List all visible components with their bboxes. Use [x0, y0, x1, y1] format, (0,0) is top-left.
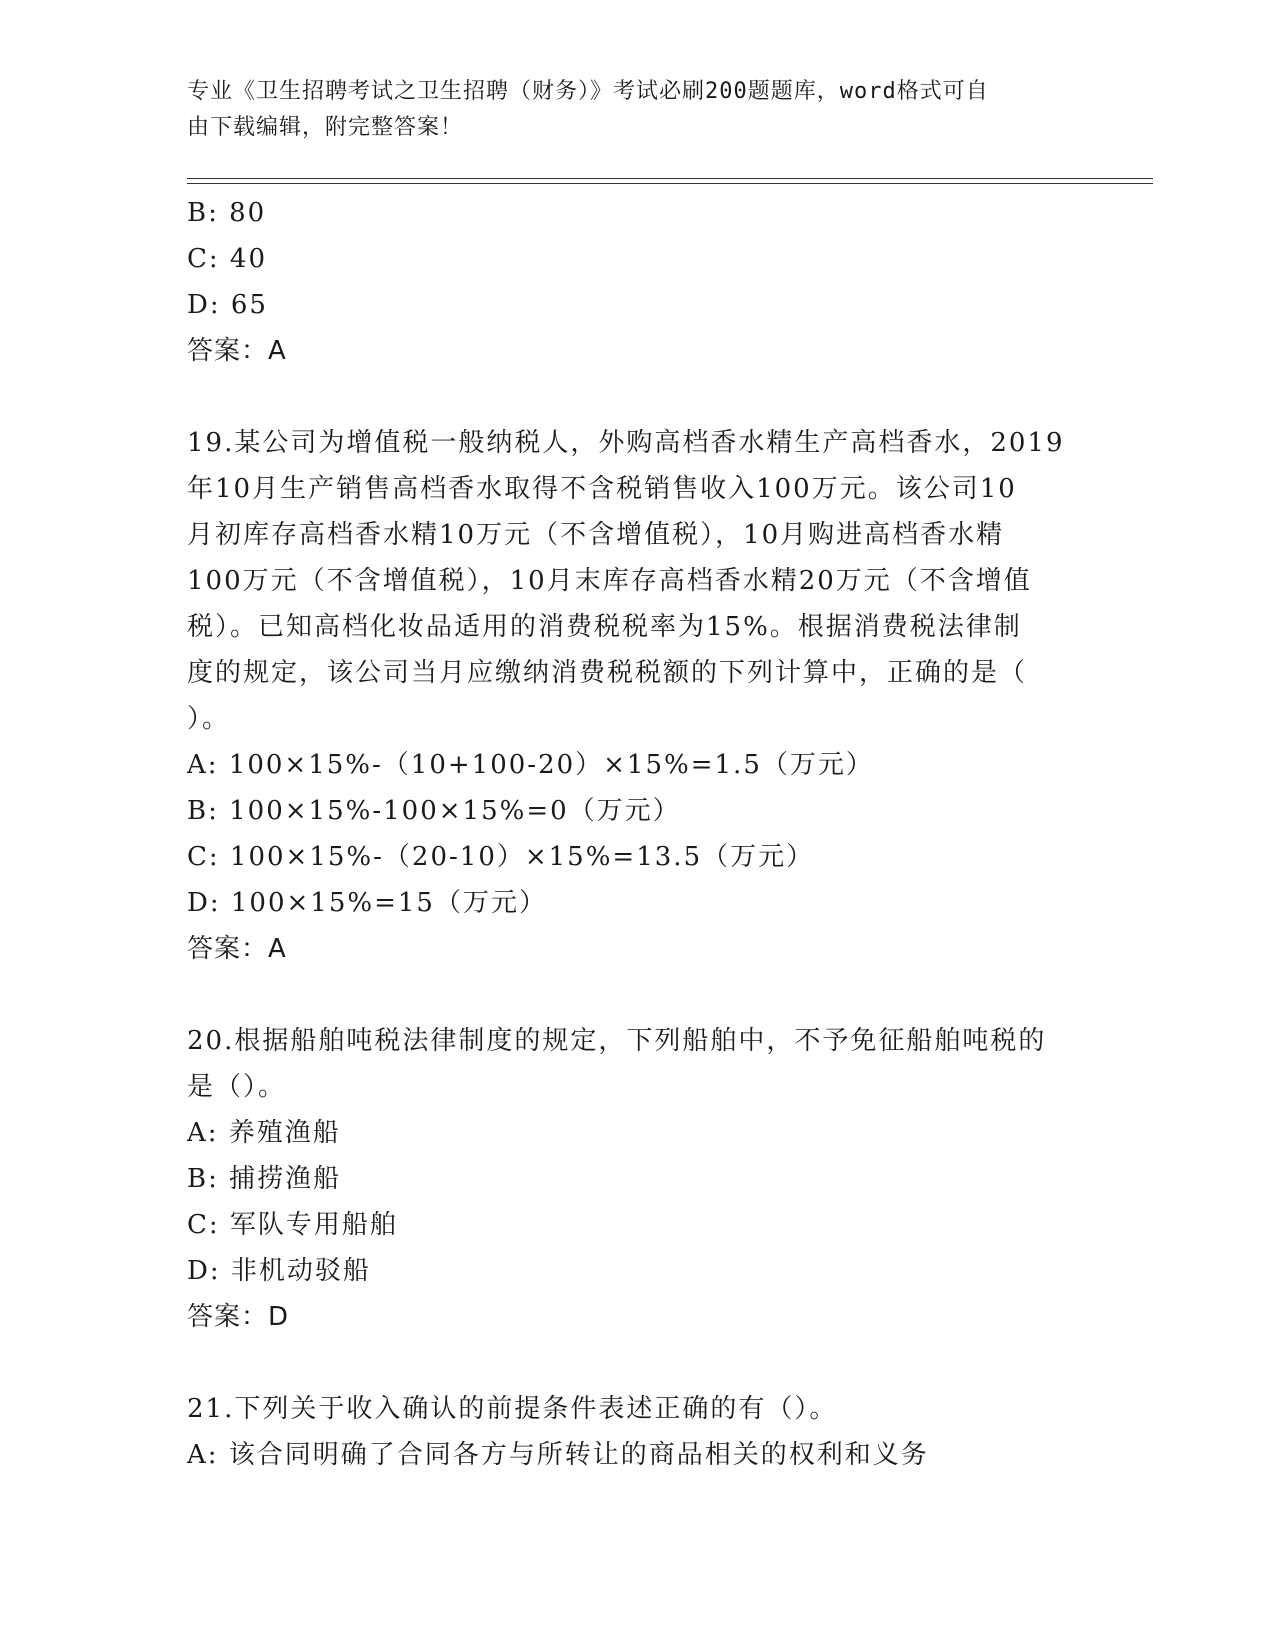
option-c: C: 40	[187, 244, 268, 274]
option-d: D: 非机动驳船	[187, 1256, 371, 1286]
question-19-stem-line: ）。	[187, 704, 231, 734]
header-divider	[187, 178, 1153, 184]
question-19	[187, 420, 1087, 972]
header-line-1: 专业《卫生招聘考试之卫生招聘（财务）》考试必刷200题题库，word格式可自	[187, 79, 989, 104]
question-20-stem-line: 是（）。	[187, 1072, 287, 1102]
option-b: B: 80	[187, 198, 267, 228]
question-19-stem-line: 税）。已知高档化妆品适用的消费税税率为15%。根据消费税法律制	[187, 612, 1022, 642]
question-20	[187, 1018, 1087, 1340]
option-a: A: 养殖渔船	[187, 1118, 341, 1148]
option-b: B: 100×15%-100×15%=0（万元）	[187, 796, 681, 826]
question-content	[187, 190, 1087, 1478]
question-19-stem-line: 度的规定，该公司当月应缴纳消费税税额的下列计算中，正确的是（	[187, 658, 1028, 688]
question-19-stem-line: 年10月生产销售高档香水取得不含税销售收入100万元。该公司10	[187, 474, 1017, 504]
question-19-stem-line: 月初库存高档香水精10万元（不含增值税），10月购进高档香水精	[187, 520, 1005, 550]
spacer	[187, 1340, 1087, 1386]
answer-19: 答案：A	[187, 934, 287, 964]
answer-18: 答案：A	[187, 336, 287, 366]
option-d: D: 65	[187, 290, 268, 320]
option-b: B: 捕捞渔船	[187, 1164, 342, 1194]
spacer	[187, 374, 1087, 420]
option-d: D: 100×15%=15（万元）	[187, 888, 547, 918]
question-19-stem-line: 19.某公司为增值税一般纳税人，外购高档香水精生产高档香水，2019	[187, 428, 1065, 458]
option-a: A: 100×15%-（10+100-20）×15%=1.5（万元）	[187, 750, 874, 780]
question-21-stem-line: 21.下列关于收入确认的前提条件表述正确的有（）。	[187, 1394, 838, 1424]
option-c: C: 军队专用船舶	[187, 1210, 398, 1240]
question-20-stem-line: 20.根据船舶吨税法律制度的规定，下列船舶中，不予免征船舶吨税的	[187, 1026, 1047, 1056]
question-18-options	[187, 190, 1087, 374]
header-line-2: 由下载编辑，附完整答案！	[187, 115, 464, 140]
document-header	[187, 74, 1067, 146]
question-21	[187, 1386, 1087, 1478]
option-c: C: 100×15%-（20-10）×15%=13.5（万元）	[187, 842, 815, 872]
answer-20: 答案：D	[187, 1302, 290, 1332]
spacer	[187, 972, 1087, 1018]
option-a: A: 该合同明确了合同各方与所转让的商品相关的权利和义务	[187, 1440, 929, 1470]
question-19-stem-line: 100万元（不含增值税），10月末库存高档香水精20万元（不含增值	[187, 566, 1032, 596]
